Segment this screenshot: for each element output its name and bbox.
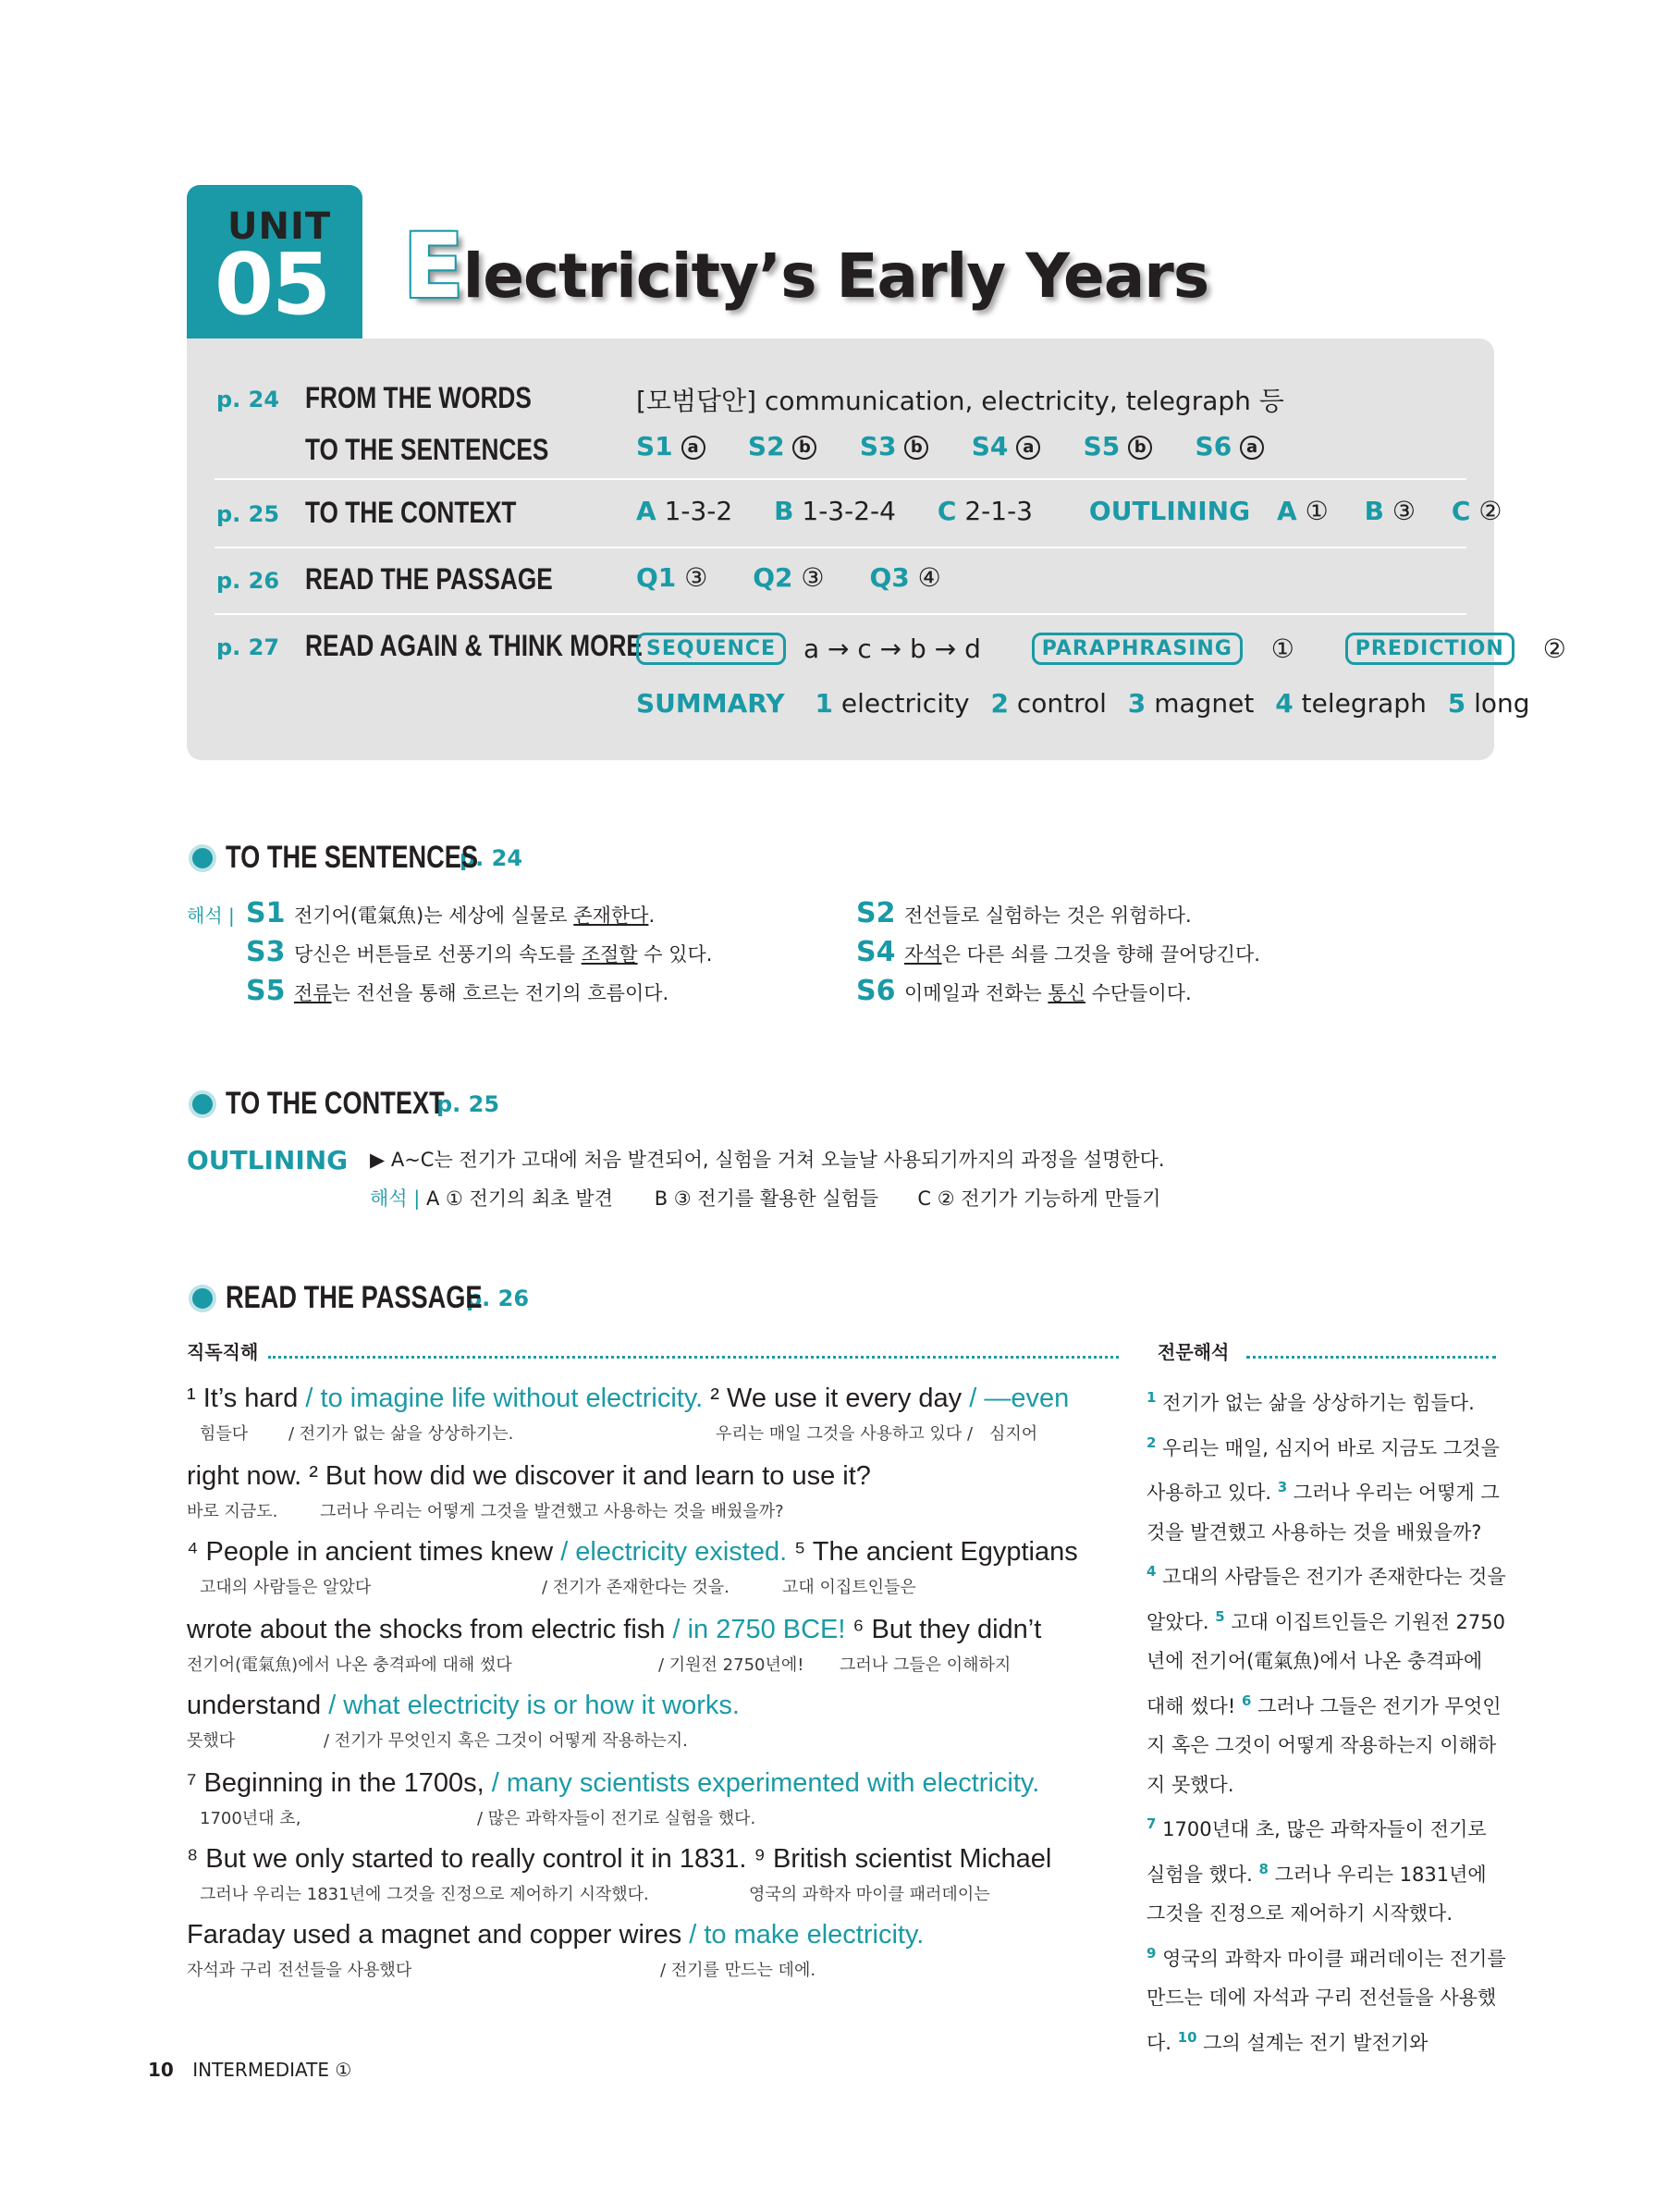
dotted-rule: [1246, 1356, 1496, 1359]
sentence-s4: [856, 936, 1260, 968]
s5-index: S5: [246, 975, 286, 1007]
s1-label: S1: [636, 431, 673, 461]
row-divider: [215, 547, 1466, 548]
gloss: 그러나 우리는 1831년에 그것을 진정으로 제어하기 시작했다.: [200, 1885, 649, 1904]
s6-text-end: 수단들이다.: [1085, 982, 1192, 1004]
summary-word: control: [1016, 688, 1107, 719]
chunk: / to imagine life without electricity.: [305, 1384, 704, 1413]
passage-page: p. 26: [466, 1285, 530, 1311]
s6-index: S6: [856, 975, 896, 1007]
row4-page: p. 27: [216, 634, 280, 660]
gloss: / 전기가 무엇인지 혹은 그것이 어떻게 작용하는지.: [324, 1731, 688, 1751]
chunk: understand: [187, 1691, 322, 1720]
s3-text: 당신은 버튼들로 선풍기의 속도를: [294, 943, 582, 966]
bullet-icon: [189, 1285, 216, 1312]
s1-text-end: .: [648, 904, 656, 927]
sentence-number: 1: [1147, 1389, 1157, 1406]
prediction-value: ②: [1542, 634, 1566, 664]
page-footer: [148, 2059, 351, 2081]
sentence-number: 7: [1147, 1815, 1157, 1832]
outlining-heading: OUTLINING: [187, 1145, 349, 1175]
translation-sentence: 영국의 과학자 마이클 패러데이는 전기를 만드는 데에 자석과 구리 전선들을 사용했다.: [1147, 1947, 1506, 2054]
passage-line-4: [187, 1615, 1041, 1645]
row4-section: READ AGAIN & THINK MORE: [305, 629, 643, 662]
outlining-label: OUTLINING: [1088, 496, 1251, 526]
chunk: / what electricity is or how it works.: [328, 1691, 740, 1720]
row-divider: [215, 478, 1466, 480]
passage-line-1: [187, 1384, 1069, 1414]
book-title: INTERMEDIATE ①: [192, 2059, 352, 2081]
outlining-a-label: A: [1276, 496, 1297, 526]
model-answer-text: communication, electricity, telegraph 등: [764, 386, 1284, 416]
passage-heading: [189, 1280, 529, 1316]
summary-num: 1: [815, 688, 833, 719]
translation-sentence: 그러나 우리는 1831년에 그것을 진정으로 제어하기 시작했다.: [1147, 1863, 1487, 1925]
translation-sentence: 그의 설계는 전기 발전기와: [1203, 2031, 1429, 2054]
passage-line-3: [187, 1537, 1078, 1568]
s6-choice: a: [1240, 436, 1264, 460]
gloss-line-5: [187, 1728, 688, 1752]
sentence-number: 6: [1241, 1692, 1252, 1709]
gloss: 못했다: [187, 1731, 236, 1751]
s1-index: S1: [246, 897, 286, 929]
sentence-s3: [246, 936, 712, 968]
chunk: / many scientists experimented with electricity.: [491, 1768, 1040, 1798]
chunk: / in 2750 BCE!: [672, 1615, 846, 1644]
context-page: p. 25: [436, 1090, 500, 1117]
row-divider: [215, 613, 1466, 615]
s4-label: S4: [971, 431, 1009, 461]
sentence-number: 8: [1258, 1860, 1269, 1877]
paraphrasing-label: PARAPHRASING: [1032, 633, 1243, 665]
context-translation-a: A ① 전기의 최초 발견: [426, 1187, 613, 1210]
bullet-icon: [189, 844, 216, 872]
sentence-number: 5: [1215, 1607, 1225, 1625]
chunk: ⁷ Beginning in the 1700s,: [187, 1768, 484, 1798]
s4-keyword: 자석: [904, 943, 942, 966]
sentence-s5: [246, 975, 668, 1007]
row2-section: TO THE CONTEXT: [305, 496, 517, 529]
sentences-heading: [189, 840, 522, 876]
sentence-number: 2: [1147, 1433, 1157, 1451]
chunk: ² We use it every day: [710, 1384, 963, 1413]
summary-answers: [636, 688, 1530, 719]
s2-label: S2: [747, 431, 785, 461]
gloss: 그러나 우리는 어떻게 그것을 발견했고 사용하는 것을 배웠을까?: [320, 1502, 784, 1521]
chunk: ⁹ British scientist Michael: [754, 1844, 1052, 1874]
row1-section1: FROM THE WORDS: [305, 381, 532, 414]
s4-text: 은 다른 쇠를 그것을 향해 끌어당긴다.: [941, 943, 1260, 966]
passage-line-6: [187, 1768, 1039, 1799]
full-translation-label: 전문해석: [1158, 1341, 1230, 1363]
gloss: / 전기를 만드는 데에.: [660, 1961, 816, 1980]
sentence-number: 9: [1147, 1944, 1157, 1962]
translation-sentence: 고대 이집트인들은 기원전 2750년에 전기어(電氣魚)에서 나온 충격파에 대해 썼다!: [1147, 1610, 1505, 1717]
s4-answer: [972, 431, 1075, 461]
gloss-line-3: [200, 1574, 916, 1598]
outlining-c-label: C: [1451, 496, 1471, 526]
sentence-s6: [856, 975, 1192, 1007]
chunk: ⁸ But we only started to really control it in 1831.: [187, 1844, 747, 1874]
context-c-label: C: [937, 496, 957, 526]
context-c-value: 2-1-3: [964, 496, 1033, 526]
gloss: 우리는 매일 그것을 사용하고 있다 /: [716, 1424, 974, 1444]
chunk: ⁵ The ancient Egyptians: [794, 1537, 1078, 1567]
context-translation-b: B ③ 전기를 활용한 실험들: [654, 1187, 879, 1210]
chunk: / —even: [969, 1384, 1070, 1413]
row1-section2: TO THE SENTENCES: [305, 433, 549, 466]
s2-choice: b: [792, 436, 816, 460]
passage-line-7: [187, 1844, 1051, 1875]
s5-text: 는 전선을 통해 흐르는 전기의 흐름이다.: [331, 982, 669, 1004]
summary-word: magnet: [1154, 688, 1255, 719]
full-translation: [1147, 1378, 1507, 2062]
chunk: ¹ It’s hard: [187, 1384, 299, 1413]
unit-number: 05: [215, 235, 330, 334]
s3-choice: b: [904, 436, 928, 460]
page-title: [403, 215, 1208, 318]
q1-value: ③: [684, 562, 708, 593]
bullet-icon: [189, 1090, 216, 1118]
prediction-label: PREDICTION: [1345, 633, 1514, 665]
context-translation: [370, 1184, 1160, 1212]
dotted-rule: [268, 1356, 1119, 1359]
translation-sentence: 고대의 사람들은 전기가 존재한다는 것을 알았다.: [1147, 1566, 1506, 1633]
gloss: / 전기가 존재한다는 것을.: [542, 1578, 730, 1597]
summary-word: electricity: [840, 688, 970, 719]
unit-label: UNIT: [227, 205, 332, 248]
outlining-c-value: ②: [1478, 496, 1502, 526]
sequence-label: SEQUENCE: [636, 633, 786, 665]
translation-sentence: 그러나 우리는 어떻게 그것을 발견했고 사용하는 것을 배웠을까?: [1147, 1482, 1500, 1544]
summary-num: 2: [990, 688, 1009, 719]
unit-badge: [187, 185, 362, 340]
s1-text: 전기어(電氣魚)는 세상에 실물로: [294, 904, 574, 927]
gloss: 자석과 구리 전선들을 사용했다: [187, 1961, 412, 1980]
s5-label: S5: [1083, 431, 1121, 461]
context-description: ▶ A~C는 전기가 고대에 처음 발견되어, 실험을 거쳐 오늘날 사용되기까지의 과정을 설명한다.: [370, 1149, 1165, 1171]
s2-text: 전선들로 실험하는 것은 위험하다.: [904, 904, 1192, 927]
chunk: / to make electricity.: [689, 1920, 925, 1950]
context-a-label: A: [636, 496, 656, 526]
s2-answer: [748, 431, 852, 461]
s3-index: S3: [246, 936, 286, 968]
s5-choice: b: [1128, 436, 1152, 460]
context-answers: [636, 496, 1502, 526]
chunk: Faraday used a magnet and copper wires: [187, 1920, 682, 1950]
gloss: 1700년대 초,: [200, 1809, 301, 1828]
context-translation-c: C ② 전기가 기능하게 만들기: [917, 1187, 1161, 1210]
q3-label: Q3: [869, 562, 910, 593]
gloss-line-6: [200, 1805, 755, 1829]
s6-label: S6: [1195, 431, 1232, 461]
row2-page: p. 25: [216, 501, 280, 527]
q1-label: Q1: [636, 562, 677, 593]
passage-line-2: [187, 1461, 871, 1492]
q2-label: Q2: [753, 562, 793, 593]
translation-sentence: 전기가 없는 삶을 상상하기는 힘들다.: [1162, 1392, 1475, 1414]
context-b-value: 1-3-2-4: [802, 496, 896, 526]
s3-text-end: 수 있다.: [637, 943, 713, 966]
s2-index: S2: [856, 897, 896, 929]
gloss-line-8: [187, 1957, 815, 1981]
chunk: ⁶ But they didn’t: [852, 1615, 1042, 1644]
s1-choice: a: [681, 436, 705, 460]
outlining-a-value: ①: [1305, 496, 1329, 526]
s3-label: S3: [859, 431, 897, 461]
sentence-s1: [246, 897, 655, 929]
s5-keyword: 전류: [294, 982, 332, 1004]
gloss: 고대의 사람들은 알았다: [200, 1578, 372, 1597]
chunk: ⁴ People in ancient times knew: [187, 1537, 554, 1567]
gloss-line-4: [187, 1652, 1011, 1676]
row1-page: p. 24: [216, 387, 280, 412]
context-title: TO THE CONTEXT: [226, 1086, 445, 1121]
s1-answer: [636, 431, 740, 461]
title-rest: lectricity’s Early Years: [462, 240, 1209, 312]
s6-text: 이메일과 전화는: [904, 982, 1048, 1004]
gloss: / 많은 과학자들이 전기로 실험을 했다.: [477, 1809, 756, 1828]
model-answer: [636, 381, 1284, 418]
passage-answers: [636, 562, 941, 593]
sentences-title: TO THE SENTENCES: [226, 840, 479, 875]
passage-line-5: [187, 1691, 740, 1721]
answer-panel: [187, 338, 1566, 760]
s6-answer: [1196, 431, 1299, 461]
chunk: right now.: [187, 1461, 302, 1491]
context-heading: [189, 1086, 499, 1122]
gloss: 심지어: [989, 1424, 1038, 1444]
summary-num: 4: [1275, 688, 1294, 719]
gloss: / 기원전 2750년에!: [658, 1655, 804, 1675]
s1-keyword: 존재한다: [573, 904, 649, 927]
s3-answer: [860, 431, 963, 461]
chunk: ² But how did we discover it and learn to use it?: [309, 1461, 871, 1491]
s6-keyword: 통신: [1048, 982, 1085, 1004]
sentence-s2: [856, 897, 1192, 929]
chunk: / electricity existed.: [560, 1537, 788, 1567]
gloss: 고대 이집트인들은: [782, 1578, 916, 1597]
gloss: 전기어(電氣魚)에서 나온 충격파에 대해 썼다: [187, 1655, 512, 1675]
gloss-line-2: [187, 1498, 784, 1522]
paraphrasing-value: ①: [1270, 634, 1294, 664]
context-translation-label: 해석 |: [370, 1187, 421, 1210]
sequence-value: a → c → b → d: [803, 634, 981, 664]
think-more-answers: [636, 633, 1566, 665]
sentence-number: 10: [1177, 2028, 1197, 2046]
title-first-letter: E: [403, 215, 463, 318]
sentence-answers: [636, 431, 1299, 461]
model-answer-label: [모범답안]: [636, 386, 757, 416]
gloss: 바로 지금도.: [187, 1502, 278, 1521]
passage-title: READ THE PASSAGE: [226, 1280, 483, 1315]
summary-num: 5: [1447, 688, 1466, 719]
summary-word: long: [1474, 688, 1530, 719]
outlining-b-label: B: [1364, 496, 1384, 526]
sentences-label: 해석 |: [187, 904, 235, 927]
context-b-label: B: [774, 496, 794, 526]
sentence-number: 4: [1147, 1563, 1157, 1580]
gloss-line-1: [200, 1421, 1037, 1445]
s4-index: S4: [856, 936, 896, 968]
summary-word: telegraph: [1301, 688, 1427, 719]
gloss: 그러나 그들은 이해하지: [840, 1655, 1012, 1675]
row3-page: p. 26: [216, 568, 280, 594]
gloss: 힘들다: [200, 1424, 249, 1444]
sentences-page: p. 24: [460, 844, 523, 871]
s5-answer: [1084, 431, 1187, 461]
row3-section: READ THE PASSAGE: [305, 562, 553, 596]
s3-keyword: 조절할: [581, 943, 638, 966]
direct-reading-label: 직독직해: [187, 1341, 259, 1363]
q2-value: ③: [801, 562, 825, 593]
passage-line-8: [187, 1920, 924, 1950]
page-number: 10: [148, 2059, 174, 2081]
translation-sentence: 우리는 매일, 심지어 바로 지금도 그것을 사용하고 있다.: [1147, 1436, 1500, 1504]
gloss: 영국의 과학자 마이클 패러데이는: [749, 1885, 990, 1904]
gloss-line-7: [200, 1881, 990, 1905]
translation-sentence: 그러나 그들은 전기가 무엇인지 혹은 그것이 어떻게 작용하는지 이해하지 못했다.: [1147, 1694, 1502, 1796]
summary-label: SUMMARY: [636, 688, 785, 719]
context-a-value: 1-3-2: [664, 496, 733, 526]
chunk: wrote about the shocks from electric fish: [187, 1615, 666, 1644]
outlining-b-value: ③: [1392, 496, 1416, 526]
q3-value: ④: [917, 562, 941, 593]
sentence-number: 3: [1277, 1479, 1288, 1495]
translation-sentence: 1700년대 초, 많은 과학자들이 전기로 실험을 했다.: [1147, 1818, 1487, 1886]
gloss: / 전기가 없는 삶을 상상하기는.: [288, 1424, 514, 1444]
s4-choice: a: [1016, 436, 1040, 460]
summary-num: 3: [1127, 688, 1147, 719]
